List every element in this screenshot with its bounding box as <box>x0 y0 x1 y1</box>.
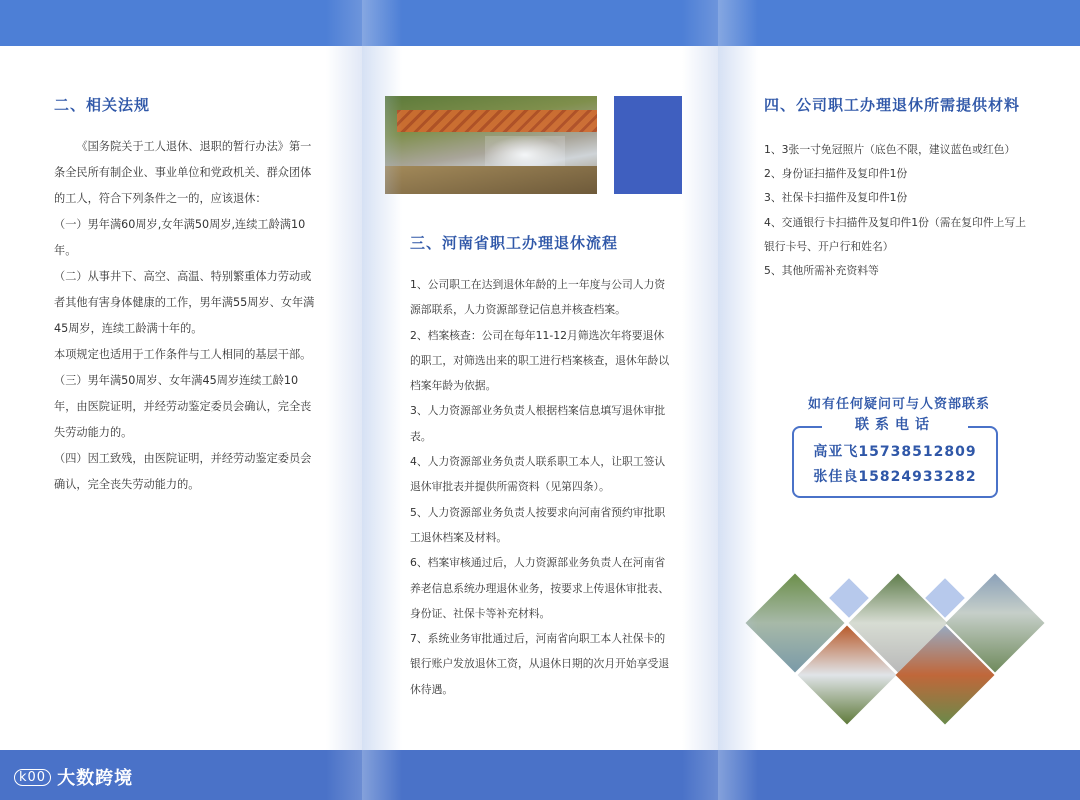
process-step: 3、人力资源部业务负责人根据档案信息填写退休审批表。 <box>410 404 666 443</box>
regulation-paragraph: （三）男年满50周岁、女年满45周岁连续工龄10年，由医院证明，并经劳动鉴定委员会确认，完全丧失劳动能力的。 <box>54 374 312 439</box>
watermark-logo <box>14 764 133 790</box>
crane-girder <box>397 110 597 132</box>
process-step: 2、档案核查：公司在每年11-12月筛选次年将要退休的职工，对筛选出来的职工进行档案核查，退休年龄以档案年龄为依据。 <box>410 328 670 393</box>
regulation-paragraph: 本项规定也适用于工作条件与工人相同的基层干部。 <box>54 348 312 361</box>
regulations-text <box>54 134 320 498</box>
materials-item: 4、交通银行卡扫描件及复印件1份（需在复印件上写上银行卡号、开户行和姓名） <box>764 215 1027 253</box>
regulation-paragraph: （二）从事井下、高空、高温、特别繁重体力劳动或者其他有害身体健康的工作，男年满55周岁、女年满45周岁，连续工龄满十年的。 <box>54 270 315 335</box>
bridge-deck <box>385 166 597 194</box>
materials-item: 3、社保卡扫描件及复印件1份 <box>764 191 908 205</box>
process-step: 7、系统业务审批通过后，河南省向职工本人社保卡的银行账户发放退休工资，从退休日期的次月开始享受退休待遇。 <box>410 632 670 696</box>
contact-box <box>792 426 998 498</box>
logo-text: 大数跨境 <box>57 768 134 789</box>
regulation-paragraph: 《国务院关于工人退休、退职的暂行办法》第一条全民所有制企业、事业单位和党政机关、群众团体的工人，符合下列条件之一的，应该退休： <box>54 140 312 205</box>
section-heading-regulations: 二、相关法规 <box>54 96 151 114</box>
materials-list <box>764 138 1032 283</box>
process-step: 5、人力资源部业务负责人按要求向河南省预约审批职工退休档案及材料。 <box>410 505 666 544</box>
top-band <box>0 0 1080 46</box>
process-step: 6、档案审核通过后，人力资源部业务负责人在河南省养老信息系统办理退休业务，按要求上传退休审批表、身份证、社保卡等补充材料。 <box>410 556 670 620</box>
regulation-paragraph: （一）男年满60周岁,女年满50周岁,连续工龄满10年。 <box>54 218 306 257</box>
process-step: 4、人力资源部业务负责人联系职工本人，让职工签认退休审批表并提供所需资料（见第四条）。 <box>410 455 666 494</box>
regulation-paragraph: （四）因工致残，由医院证明，并经劳动鉴定委员会确认，完全丧失劳动能力的。 <box>54 452 312 491</box>
contact-phone: 张佳良15824933282 <box>813 469 977 485</box>
process-steps <box>410 272 674 702</box>
contact-title: 联系电话 <box>822 414 968 434</box>
materials-item: 2、身份证扫描件及复印件1份 <box>764 167 908 181</box>
contact-phone: 高亚飞15738512809 <box>813 444 977 460</box>
materials-item: 5、其他所需补充资料等 <box>764 264 879 278</box>
accent-square <box>614 96 682 194</box>
materials-item: 1、3张一寸免冠照片（底色不限，建议蓝色或红色） <box>764 143 1016 156</box>
contact-intro: 如有任何疑问可与人资部联系 <box>807 397 990 412</box>
logo-mark-icon: k00 <box>14 769 51 786</box>
process-step: 1、公司职工在达到退休年龄的上一年度与公司人力资源部联系，人力资源部登记信息并核查档案。 <box>410 278 666 317</box>
bridge-construction-photo <box>385 96 597 194</box>
section-heading-process: 三、河南省职工办理退休流程 <box>410 234 619 252</box>
section-heading-materials: 四、公司职工办理退休所需提供材料 <box>764 96 1021 114</box>
bottom-band <box>0 750 1080 800</box>
